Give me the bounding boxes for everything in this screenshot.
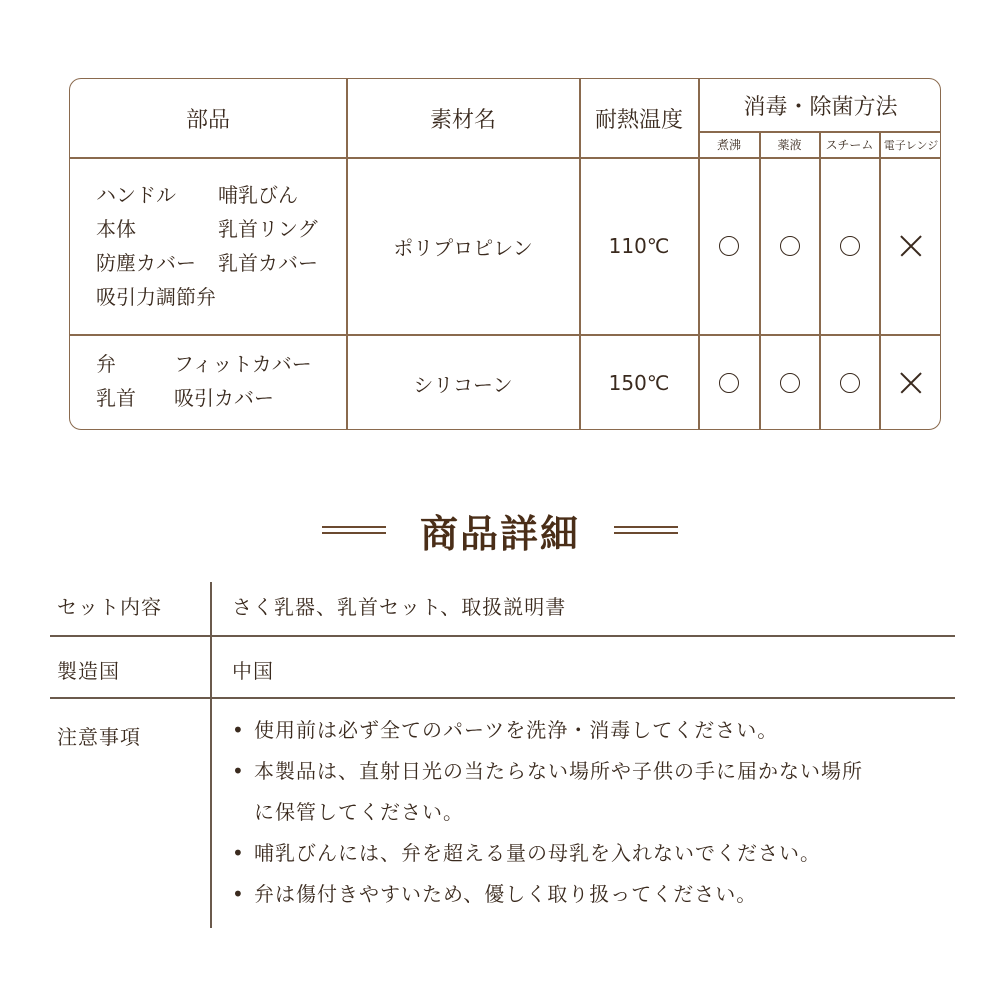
part-name: ハンドル bbox=[96, 183, 176, 207]
details-divider bbox=[210, 582, 212, 928]
circle-mark-icon bbox=[719, 373, 739, 393]
header-method-steam: スチーム bbox=[825, 138, 874, 152]
part-name bbox=[218, 280, 348, 314]
title-decoration-left bbox=[322, 526, 386, 534]
row2-boil-mark bbox=[699, 335, 759, 430]
header-method-microwave: 電子レンジ bbox=[883, 138, 939, 152]
part-name: 吸引力調節弁 bbox=[96, 285, 216, 309]
row1-parts-list bbox=[96, 178, 348, 314]
part-name: 本体 bbox=[96, 217, 136, 241]
row2-heat: 150℃ bbox=[608, 371, 670, 395]
row1-heat: 110℃ bbox=[608, 234, 670, 258]
part-name: 吸引カバー bbox=[174, 386, 274, 410]
set-contents-label: セット内容 bbox=[57, 595, 162, 619]
cross-mark-icon bbox=[900, 235, 922, 257]
row1-chemical-mark bbox=[760, 158, 819, 334]
part-name: 乳首 bbox=[96, 386, 136, 410]
row1-microwave-mark bbox=[880, 158, 941, 334]
circle-mark-icon bbox=[840, 236, 860, 256]
row1-boil-mark bbox=[699, 158, 759, 334]
row1-steam-mark bbox=[820, 158, 879, 334]
part-name: フィットカバー bbox=[174, 352, 312, 376]
details-row-divider bbox=[50, 635, 955, 637]
row2-steam-mark bbox=[820, 335, 879, 430]
cross-mark-icon bbox=[900, 372, 922, 394]
part-name: 乳首カバー bbox=[218, 251, 318, 275]
row1-material: ポリプロピレン bbox=[393, 235, 533, 260]
set-contents-value: さく乳器、乳首セット、取扱説明書 bbox=[232, 595, 567, 619]
part-name: 防塵カバー bbox=[96, 251, 196, 275]
circle-mark-icon bbox=[719, 236, 739, 256]
notes-list bbox=[232, 710, 932, 915]
circle-mark-icon bbox=[780, 236, 800, 256]
row2-material: シリコーン bbox=[413, 372, 513, 397]
row2-microwave-mark bbox=[880, 335, 941, 430]
details-row-divider bbox=[50, 697, 955, 699]
part-name: 哺乳びん bbox=[218, 183, 298, 207]
section-title: 商品詳細 bbox=[419, 511, 580, 556]
header-sterilization: 消毒・除菌方法 bbox=[743, 94, 898, 120]
part-name: 弁 bbox=[96, 352, 116, 376]
header-parts: 部品 bbox=[185, 107, 230, 133]
part-name: 乳首リング bbox=[218, 217, 318, 241]
header-method-boil: 煮沸 bbox=[716, 138, 741, 152]
origin-value: 中国 bbox=[232, 659, 274, 683]
header-heat-resistance: 耐熱温度 bbox=[594, 107, 683, 133]
section-header bbox=[0, 500, 1000, 560]
material-table bbox=[69, 78, 941, 430]
row2-chemical-mark bbox=[760, 335, 819, 430]
title-decoration-right bbox=[614, 526, 678, 534]
note-item-continued: に保管してください。 bbox=[254, 800, 464, 824]
circle-mark-icon bbox=[840, 373, 860, 393]
note-item: • 哺乳びんには、弁を超える量の母乳を入れないでください。 bbox=[232, 833, 932, 874]
notes-label: 注意事項 bbox=[57, 725, 141, 749]
row2-parts-list bbox=[96, 347, 334, 415]
header-method-chemical: 薬液 bbox=[777, 138, 802, 152]
circle-mark-icon bbox=[780, 373, 800, 393]
header-material: 素材名 bbox=[429, 107, 496, 133]
note-item: • 弁は傷付きやすいため、優しく取り扱ってください。 bbox=[232, 874, 932, 915]
note-item: • 本製品は、直射日光の当たらない場所や子供の手に届かない場所 bbox=[232, 751, 932, 792]
product-details-table bbox=[50, 582, 955, 928]
origin-label: 製造国 bbox=[57, 659, 120, 683]
note-item: • 使用前は必ず全てのパーツを洗浄・消毒してください。 bbox=[232, 710, 932, 751]
